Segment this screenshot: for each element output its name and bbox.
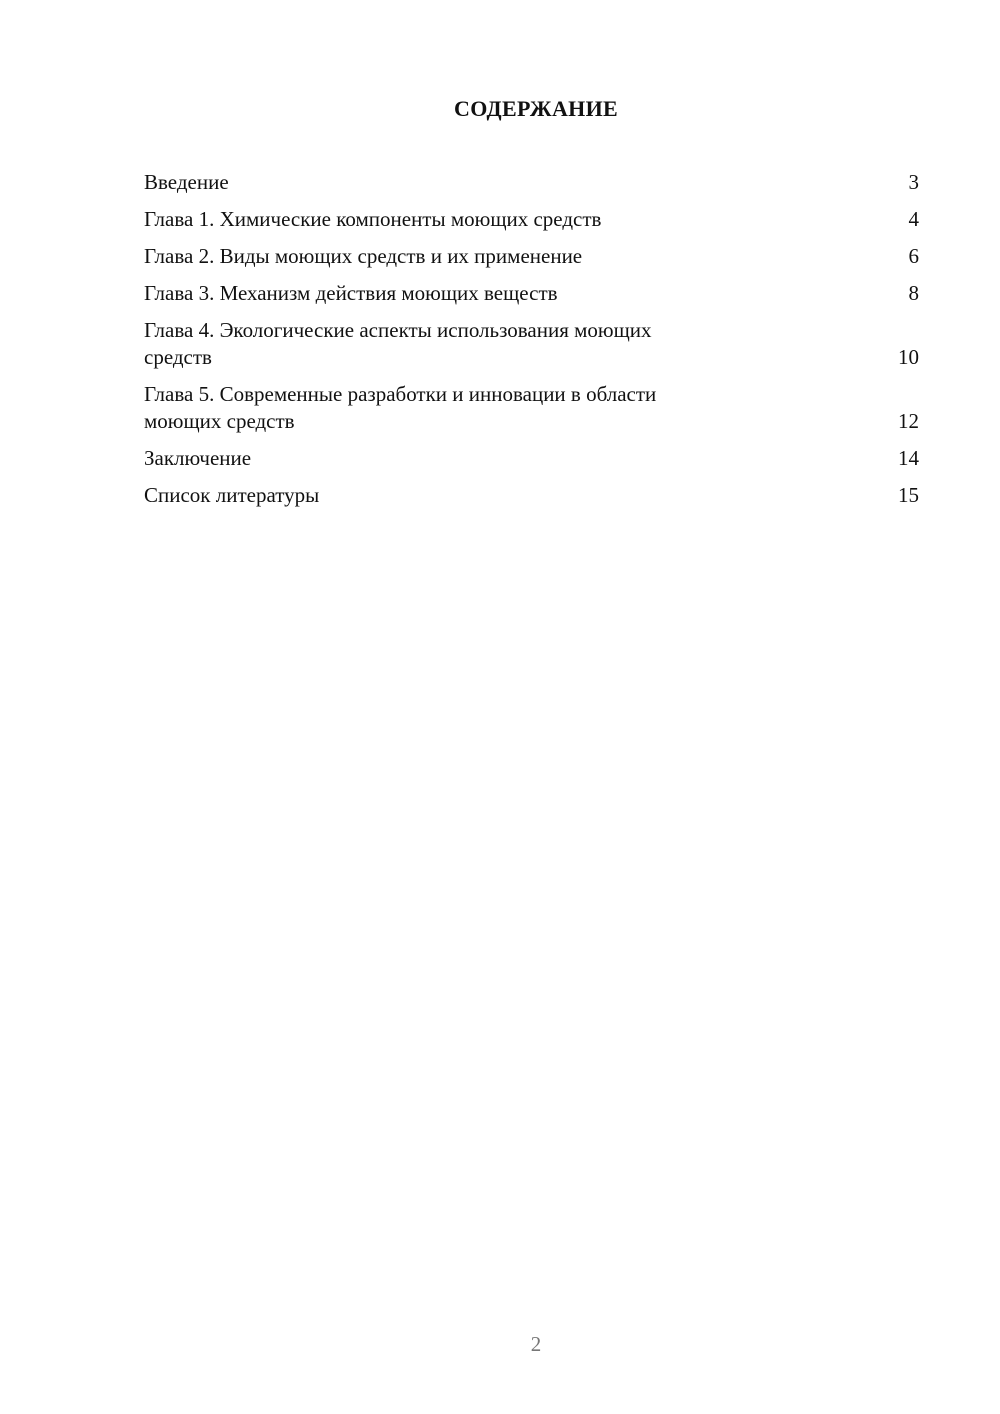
toc-entry-page: 4 xyxy=(908,207,919,231)
toc-entry-label: Глава 3. Механизм действия моющих веществ xyxy=(144,281,558,305)
toc-entry-page: 10 xyxy=(898,345,919,369)
toc-entry-page: 6 xyxy=(908,244,919,268)
toc-entry-label: Глава 4. Экологические аспекты использования моющих средств xyxy=(144,318,652,369)
toc-entry xyxy=(144,280,919,307)
toc-entry xyxy=(144,317,919,371)
toc-entry xyxy=(144,381,919,435)
toc-entry xyxy=(144,206,919,233)
toc-entry-page: 12 xyxy=(898,409,919,433)
page-number: 2 xyxy=(530,1332,542,1356)
toc-entry xyxy=(144,169,919,196)
toc-entry-label: Заключение xyxy=(144,446,252,470)
toc-entry xyxy=(144,243,919,270)
toc-entry-label: Введение xyxy=(144,170,229,194)
page-title: СОДЕРЖАНИЕ xyxy=(454,96,618,121)
toc-entry-page: 8 xyxy=(908,281,919,305)
toc-entry xyxy=(144,445,919,472)
toc-entry-label: Глава 1. Химические компоненты моющих средств xyxy=(144,207,602,231)
toc-entry-label: Глава 5. Современные разработки и инновации в области моющих средств xyxy=(144,382,657,433)
table-of-contents xyxy=(144,169,919,519)
toc-entry-page: 3 xyxy=(908,170,919,194)
toc-entry-page: 14 xyxy=(898,446,919,470)
toc-entry-page: 15 xyxy=(898,483,919,507)
toc-entry xyxy=(144,482,919,509)
toc-entry-label: Глава 2. Виды моющих средств и их применение xyxy=(144,244,583,268)
toc-entry-label: Список литературы xyxy=(144,483,320,507)
